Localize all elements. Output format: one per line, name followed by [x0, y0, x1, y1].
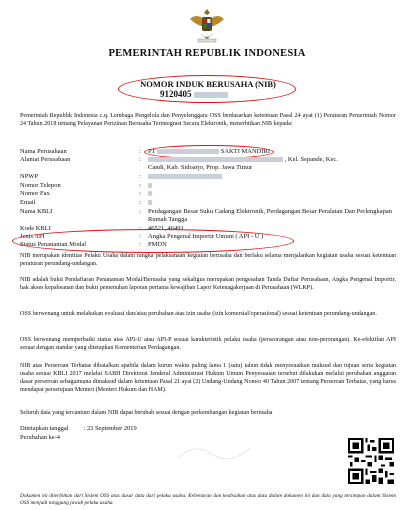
redacted-nib-digits [194, 92, 228, 98]
api-status-highlight-oval [12, 229, 294, 253]
paragraph-2: NIB adalah bukti Pendaftaran Penanaman Modal/Berusaha yang sekaligus merupakan pengesahan Tanda Daftar Perusahaan, Angka Pengenal Importir, hak akses kepabeanan dan bukti pemenuhan laporan pertama kewajiban Lapor Ketenagakerjaan di Perusahaan (WLKP). [20, 277, 396, 292]
field-npwp: NPWP : [20, 173, 400, 181]
field-fax: Nomor Fax : [20, 190, 400, 198]
paragraph-3: OSS berwenang untuk melakukan evaluasi dan/atau perubahan atas izin usaha (izin komersial/operasional) sesuai ketentuan perundang-undangan. [20, 311, 377, 317]
faint-stamp [174, 436, 254, 466]
paragraph-1: NIB merupakan identitas Pelaku Usaha dalam rangka pelaksanaan kegiatan berusaha dan berlaku selama menjalankan kegiatan usaha sesuai ketentuan peraturan perundang-undangan. [20, 253, 396, 268]
redacted-text [148, 200, 152, 205]
garuda-emblem-icon [186, 5, 228, 47]
field-api-type: Jenis API : Angka Pengenal Importir Umum ( API - U ) [20, 233, 264, 240]
nib-label: NOMOR INDUK BERUSAHA (NIB) [140, 79, 276, 89]
intro-paragraph: Pemerintah Republik Indonesia c.q. Lembaga Pengelola dan Penyelenggara OSS berdasarkan ketentuan Pasal 24 ayat (1) Peraturan Pemerintah Nomor 24 Tahun 2018 tentang Pelayanan Perizinan Berusaha Terintegrasi Secara Elektronik, menerbitkan NIB kepada: [20, 113, 396, 128]
field-address: Alamat Perusahaan : , Kel. Sepande, Kec. Candi, Kab. Sidoarjo, Prop. Jawa Timur [20, 156, 338, 172]
redacted-text [148, 183, 152, 188]
field-email: Email : [20, 199, 400, 207]
issuance-date-label: Ditetapkan tanggal [20, 425, 69, 432]
redacted-text [148, 174, 222, 179]
government-title: PEMERINTAH REPUBLIK INDONESIA [108, 48, 306, 59]
field-company-name: Nama Perusahaan : PT SAKTI MANDIRI [20, 148, 400, 156]
field-label: Nama Perusahaan [20, 148, 67, 155]
footer-disclaimer: Dokumen ini diterbitkan dari Sistem OSS atas dasar data dari pelaku usaha. Kebenaran dan keabsahan atas data dalam dokumen ini dan data yang tersimpan dalam Sistem OSS menjadi tanggung jawab pelaku usaha. [20, 493, 396, 506]
paragraph-6: Seluruh data yang tercantum dalam NIB dapat berubah sesuai dengan perkembangan kegiatan berusaha [20, 410, 273, 416]
paragraph-5: NIB atas Perseroan Terbatas dibatalkan apabila dalam kurun waktu paling lama 1 (satu) tahun tidak menyesuaikan maksud dan tujuan serta kegiatan usaha sesuai KBLI 2017 melalui SABH Direktorat Jenderal Administrasi Hukum Umum Penyesuaian tersebut dilakukan melalui perubahan anggaran dasar perseroan sebagaimana dimaksud dalam ketentuan Pasal 21 ayat (2) Undang-Undang Nomor 40 Tahun 2007 tentang Perseroan Terbatas, yang harus mendapat persetujuan Menteri (Menteri Hukum dan HAM). [20, 363, 396, 394]
field-kbli-code: Kode KBLI : 46521, 46491 [20, 225, 184, 232]
field-kbli-name: Nama KBLI : Perdagangan Besar Suku Cadang Elektronik, Perdagangan Besar Peralatan Dan Perlengkapan Rumah Tangga [20, 208, 393, 224]
field-phone: Nomor Telepon : [20, 182, 400, 190]
field-value: PT SAKTI MANDIRI [148, 148, 271, 155]
redacted-text [148, 157, 283, 162]
field-investment-status: Status Penanaman Modal : PMDN [20, 241, 167, 248]
nib-header [118, 75, 298, 103]
revision-number: Perubahan ke-4 [20, 433, 60, 441]
nib-number: 9120405 [160, 89, 228, 99]
issuance-date-value: : 23 September 2019 [83, 425, 137, 432]
redacted-text [148, 191, 152, 196]
qr-code-icon [348, 438, 394, 484]
issuance-block [20, 425, 137, 442]
paragraph-4: OSS berwenang memperbaiki status atas API-U atau API-P sesuai karakteristik pelaku usaha (perseorangan atau non-perorangan). Ke-efektifan API sesuai dengan standar yang ditetapkan Kementerian Perdagangan. [20, 337, 396, 352]
